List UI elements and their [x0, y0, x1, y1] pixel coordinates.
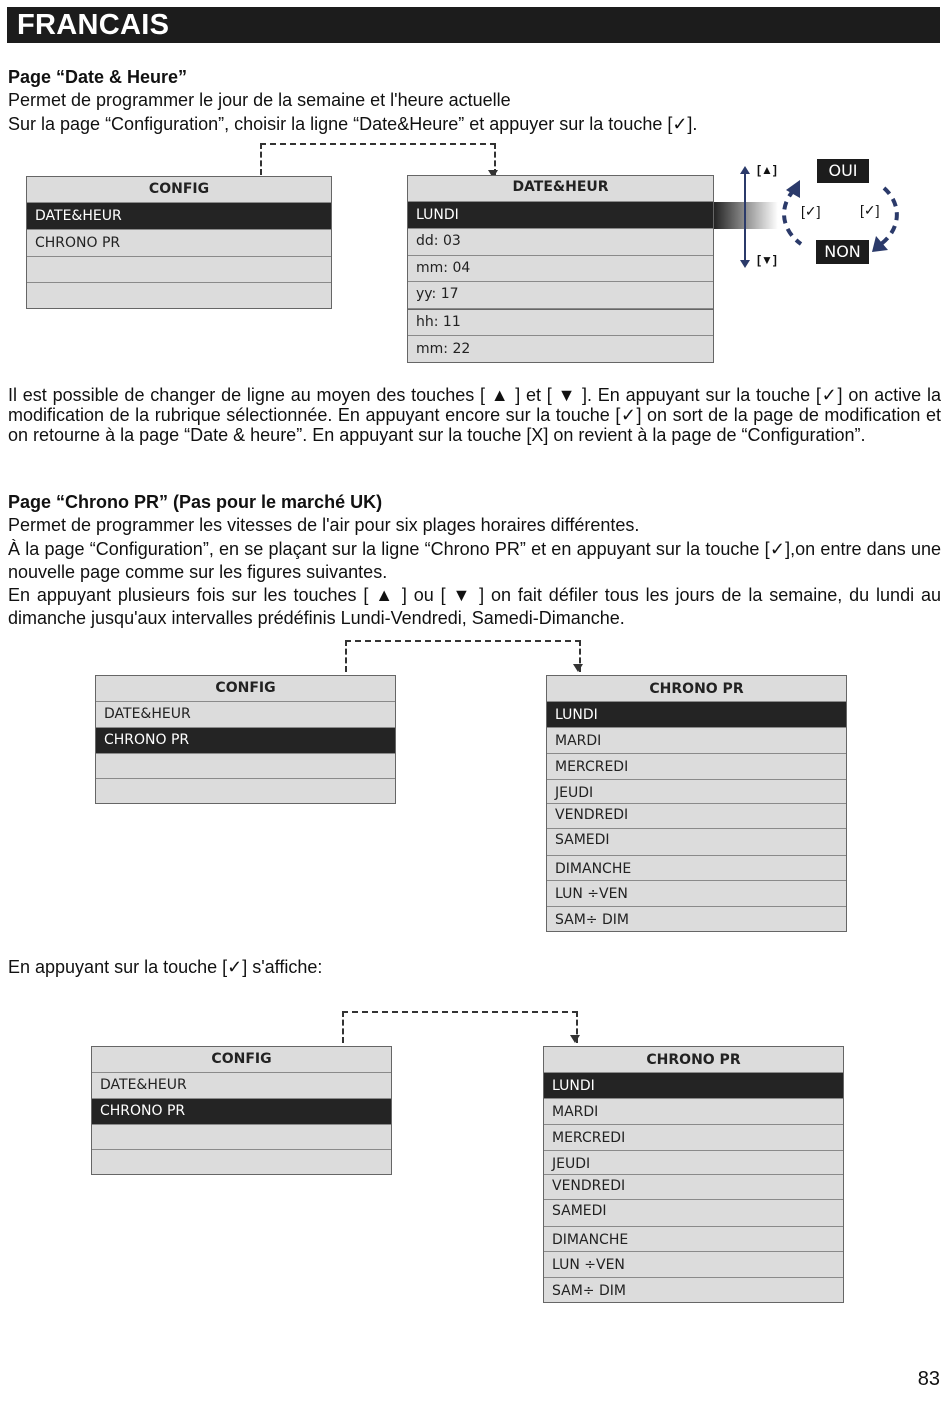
- up-down-arrow-icon: [740, 166, 750, 268]
- menu-item-empty: [27, 283, 331, 309]
- menu-item-chrono-pr[interactable]: CHRONO PR: [96, 728, 395, 754]
- section1-line1: Permet de programmer le jour de la semaine et l'heure actuelle: [8, 90, 511, 110]
- section1-line2: Sur la page “Configuration”, choisir la ligne “Date&Heure” et appuyer sur la touche [✓].: [8, 114, 698, 134]
- menu-item-samedi[interactable]: SAMEDI: [544, 1200, 843, 1227]
- config-menu: [26, 176, 332, 309]
- menu-item-jeudi[interactable]: JEUDI: [547, 780, 846, 804]
- page-number: 83: [917, 1368, 940, 1390]
- menu-item-empty: [92, 1150, 391, 1175]
- arrow-head-icon: [573, 664, 583, 672]
- menu-item-day[interactable]: LUNDI: [408, 202, 713, 229]
- config-menu: [95, 675, 396, 804]
- menu-item-date-heur[interactable]: DATE&HEUR: [27, 203, 331, 230]
- menu-item-lun-ven[interactable]: LUN ÷VEN: [544, 1252, 843, 1278]
- menu-item-chrono-pr[interactable]: CHRONO PR: [92, 1099, 391, 1125]
- connector-arrow: [345, 640, 581, 672]
- config-menu: [91, 1046, 392, 1175]
- chrono-pr-menu: [546, 675, 847, 932]
- menu-title: DATE&HEUR: [408, 176, 713, 202]
- menu-item-vendredi[interactable]: VENDREDI: [544, 1175, 843, 1200]
- menu-item-date-heur[interactable]: DATE&HEUR: [92, 1073, 391, 1099]
- menu-item-jeudi[interactable]: JEUDI: [544, 1151, 843, 1175]
- up-key-label: [▲]: [757, 163, 777, 177]
- menu-item-mardi[interactable]: MARDI: [544, 1099, 843, 1125]
- after-check-text: En appuyant sur la touche [✓] s'affiche:: [8, 957, 323, 977]
- section1-paragraph: Il est possible de changer de ligne au moyen des touches [ ▲ ] et [ ▼ ]. En appuyant sur la touche [✓] on active la modification de la rubrique sélectionnée. En appuyant encore sur la touche [✓] on sort de la page de modification et on retourne à la page “Date & heure”. En appuyant sur la touche [X] on revient à la page de “Configuration”.: [8, 385, 942, 445]
- menu-item-empty: [96, 754, 395, 779]
- menu-item-minute[interactable]: mm: 22: [416, 341, 471, 357]
- language-title: FRANCAIS: [17, 9, 170, 41]
- section2-line2: À la page “Configuration”, en se plaçant sur la ligne “Chrono PR” et en appuyant sur la touche [✓],on entre dans une nouvelle page comme sur les figures suivantes.: [8, 539, 941, 582]
- arrow-head-icon: [570, 1035, 580, 1043]
- menu-title: CHRONO PR: [544, 1047, 843, 1073]
- menu-item-year[interactable]: yy: 17: [408, 282, 713, 309]
- menu-item-sam-dim[interactable]: SAM÷ DIM: [552, 1283, 626, 1299]
- menu-item-month[interactable]: mm: 04: [408, 256, 713, 282]
- menu-item-dimanche[interactable]: DIMANCHE: [544, 1227, 843, 1252]
- menu-item-samedi[interactable]: SAMEDI: [547, 829, 846, 856]
- menu-item-lundi[interactable]: LUNDI: [547, 702, 846, 728]
- oui-button[interactable]: OUI: [817, 159, 869, 183]
- menu-item-empty: [27, 257, 331, 283]
- menu-item-sam-dim[interactable]: SAM÷ DIM: [555, 912, 629, 928]
- menu-item-dimanche[interactable]: DIMANCHE: [547, 856, 846, 881]
- non-button[interactable]: NON: [816, 240, 869, 264]
- menu-item-lun-ven[interactable]: LUN ÷VEN: [547, 881, 846, 907]
- connector-arrow: [260, 143, 496, 175]
- down-key-label: [▼]: [757, 253, 777, 267]
- menu-title: CONFIG: [92, 1047, 391, 1073]
- connector-arrow: [342, 1011, 578, 1043]
- menu-item-vendredi[interactable]: VENDREDI: [547, 804, 846, 829]
- section-heading-chrono-pr: Page “Chrono PR” (Pas pour le marché UK): [8, 492, 383, 512]
- menu-item-day-of-month[interactable]: dd: 03: [408, 229, 713, 256]
- menu-item-mercredi[interactable]: MERCREDI: [544, 1125, 843, 1151]
- menu-title: CONFIG: [96, 676, 395, 702]
- check-key-label-right: [✓]: [860, 202, 880, 218]
- menu-item-empty: [92, 1125, 391, 1150]
- menu-item-date-heur[interactable]: DATE&HEUR: [96, 702, 395, 728]
- menu-item-mercredi[interactable]: MERCREDI: [547, 754, 846, 780]
- chrono-pr-menu: [543, 1046, 844, 1303]
- check-key-label-left: [✓]: [801, 203, 821, 219]
- menu-item-empty: [96, 779, 395, 804]
- menu-item-lundi[interactable]: LUNDI: [544, 1073, 843, 1099]
- menu-item-chrono-pr[interactable]: CHRONO PR: [27, 230, 331, 257]
- section2-line1: Permet de programmer les vitesses de l'air pour six plages horaires différentes.: [8, 515, 640, 535]
- menu-item-mardi[interactable]: MARDI: [547, 728, 846, 754]
- section-heading-date-heure: Page “Date & Heure”: [8, 67, 188, 87]
- menu-item-hour[interactable]: hh: 11: [408, 309, 713, 336]
- section2-line3: En appuyant plusieurs fois sur les touches [ ▲ ] ou [ ▼ ] on fait défiler tous les jours de la semaine, du lundi au dimanche jusqu'aux intervalles prédéfinis Lundi-Vendredi, Samedi-Dimanche.: [8, 585, 941, 628]
- language-header: [7, 7, 940, 43]
- menu-title: CONFIG: [27, 177, 331, 203]
- date-heure-menu: [407, 175, 714, 363]
- menu-title: CHRONO PR: [547, 676, 846, 702]
